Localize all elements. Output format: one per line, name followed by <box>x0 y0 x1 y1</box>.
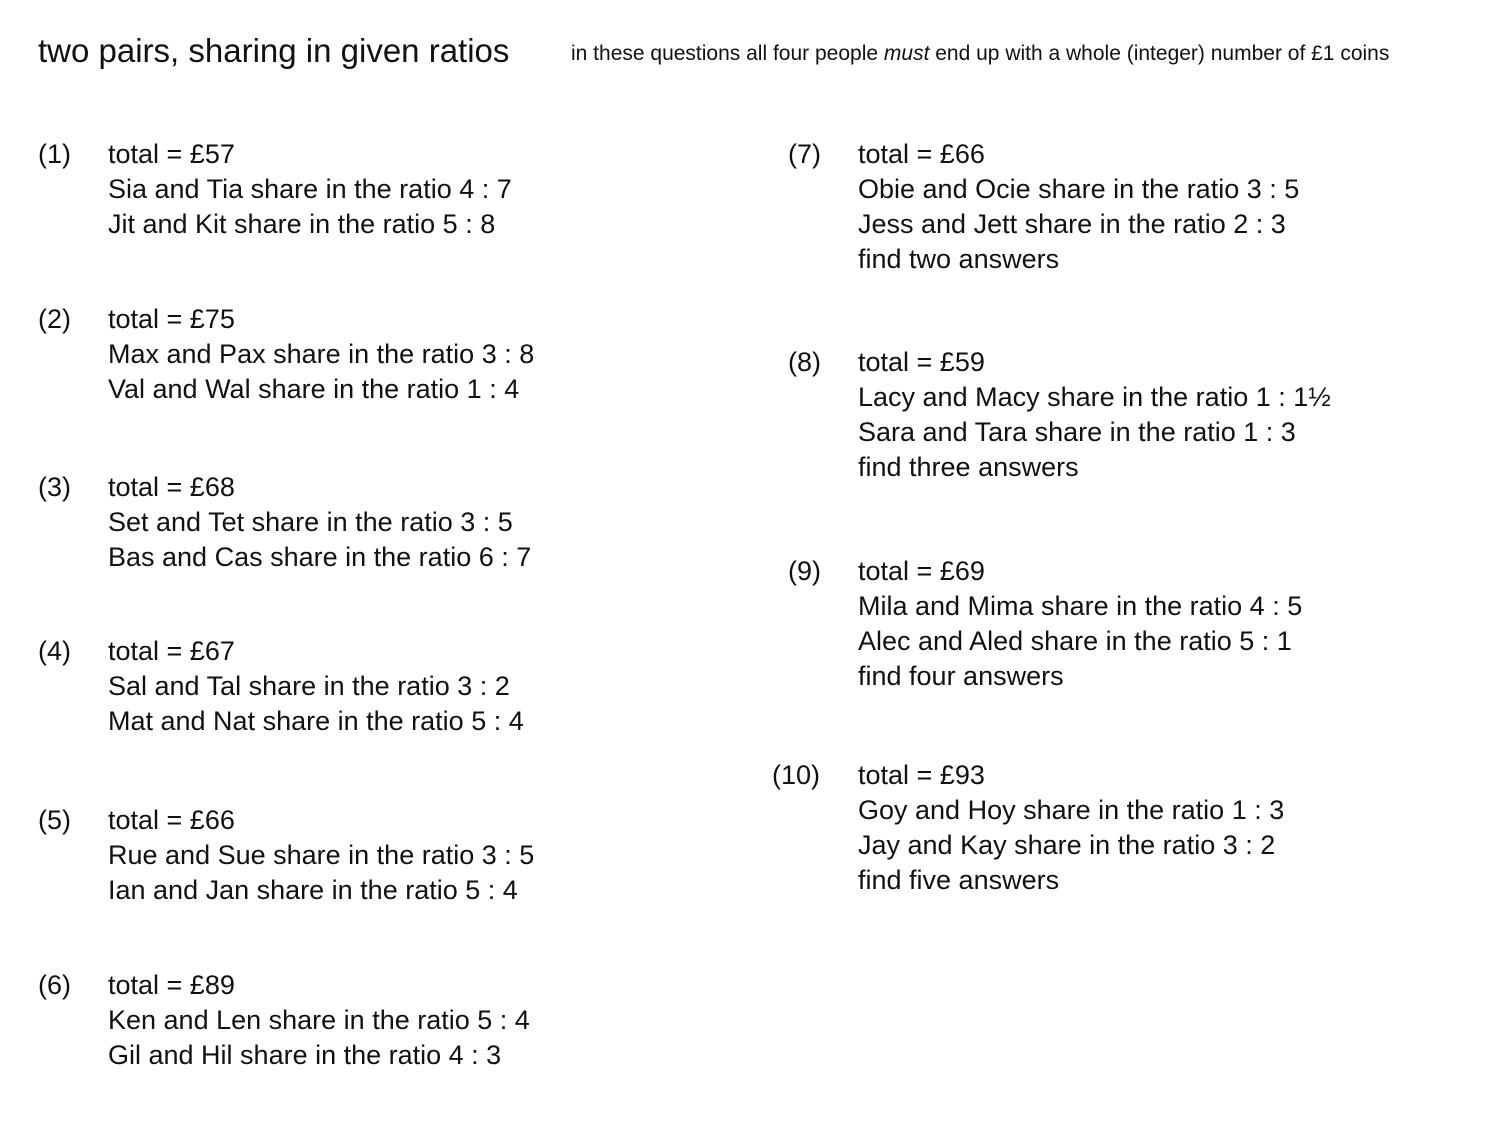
question-instruction: find two answers <box>858 244 1060 274</box>
question-pair-1: Set and Tet share in the ratio 3 : 5 <box>108 507 513 537</box>
question-pair-2: Gil and Hil share in the ratio 4 : 3 <box>108 1040 502 1070</box>
note-text-before: in these questions all four people <box>571 42 879 65</box>
question-pair-1: Rue and Sue share in the ratio 3 : 5 <box>108 840 535 870</box>
question-pair-2: Jay and Kay share in the ratio 3 : 2 <box>858 830 1276 860</box>
question-total: total = £67 <box>108 636 235 666</box>
question-total: total = £59 <box>858 347 985 377</box>
note-emphasis: must <box>883 42 930 65</box>
instructions-note <box>571 40 1389 68</box>
question-number: (3) <box>38 472 71 502</box>
question-instruction: find three answers <box>858 452 1079 482</box>
question-number: (7) <box>788 139 821 169</box>
question-number: (8) <box>788 347 821 377</box>
question-pair-2: Jess and Jett share in the ratio 2 : 3 <box>858 209 1286 239</box>
question-instruction: find four answers <box>858 661 1064 691</box>
question-pair-2: Val and Wal share in the ratio 1 : 4 <box>108 374 520 404</box>
question-number: (2) <box>38 304 71 334</box>
question-pair-2: Jit and Kit share in the ratio 5 : 8 <box>108 209 496 239</box>
question-pair-1: Max and Pax share in the ratio 3 : 8 <box>108 339 535 369</box>
page-title: two pairs, sharing in given ratios <box>38 32 510 69</box>
question-instruction: find five answers <box>858 865 1060 895</box>
question-pair-2: Ian and Jan share in the ratio 5 : 4 <box>108 875 518 905</box>
question-pair-2: Mat and Nat share in the ratio 5 : 4 <box>108 706 524 736</box>
question-total: total = £93 <box>858 760 985 790</box>
question-total: total = £68 <box>108 472 235 502</box>
question-number: (4) <box>38 636 71 666</box>
question-number: (1) <box>38 139 71 169</box>
question-pair-1: Obie and Ocie share in the ratio 3 : 5 <box>858 174 1300 204</box>
question-number: (10) <box>772 760 821 790</box>
question-total: total = £66 <box>858 139 985 169</box>
note-text-after: end up with a whole (integer) number of £1 coins <box>935 42 1390 65</box>
question-pair-1: Mila and Mima share in the ratio 4 : 5 <box>858 591 1303 621</box>
question-pair-1: Ken and Len share in the ratio 5 : 4 <box>108 1005 530 1035</box>
question-total: total = £75 <box>108 304 235 334</box>
question-pair-2: Alec and Aled share in the ratio 5 : 1 <box>858 626 1292 656</box>
question-total: total = £69 <box>858 556 985 586</box>
question-number: (6) <box>38 970 71 1000</box>
question-total: total = £57 <box>108 139 235 169</box>
question-number: (5) <box>38 805 71 835</box>
question-number: (9) <box>788 556 821 586</box>
question-pair-2: Sara and Tara share in the ratio 1 : 3 <box>858 417 1296 447</box>
question-pair-1: Lacy and Macy share in the ratio 1 : 1½ <box>858 382 1331 412</box>
question-pair-2: Bas and Cas share in the ratio 6 : 7 <box>108 542 532 572</box>
question-total: total = £89 <box>108 970 235 1000</box>
question-pair-1: Goy and Hoy share in the ratio 1 : 3 <box>858 795 1285 825</box>
question-pair-1: Sia and Tia share in the ratio 4 : 7 <box>108 174 512 204</box>
question-pair-1: Sal and Tal share in the ratio 3 : 2 <box>108 671 510 701</box>
question-total: total = £66 <box>108 805 235 835</box>
